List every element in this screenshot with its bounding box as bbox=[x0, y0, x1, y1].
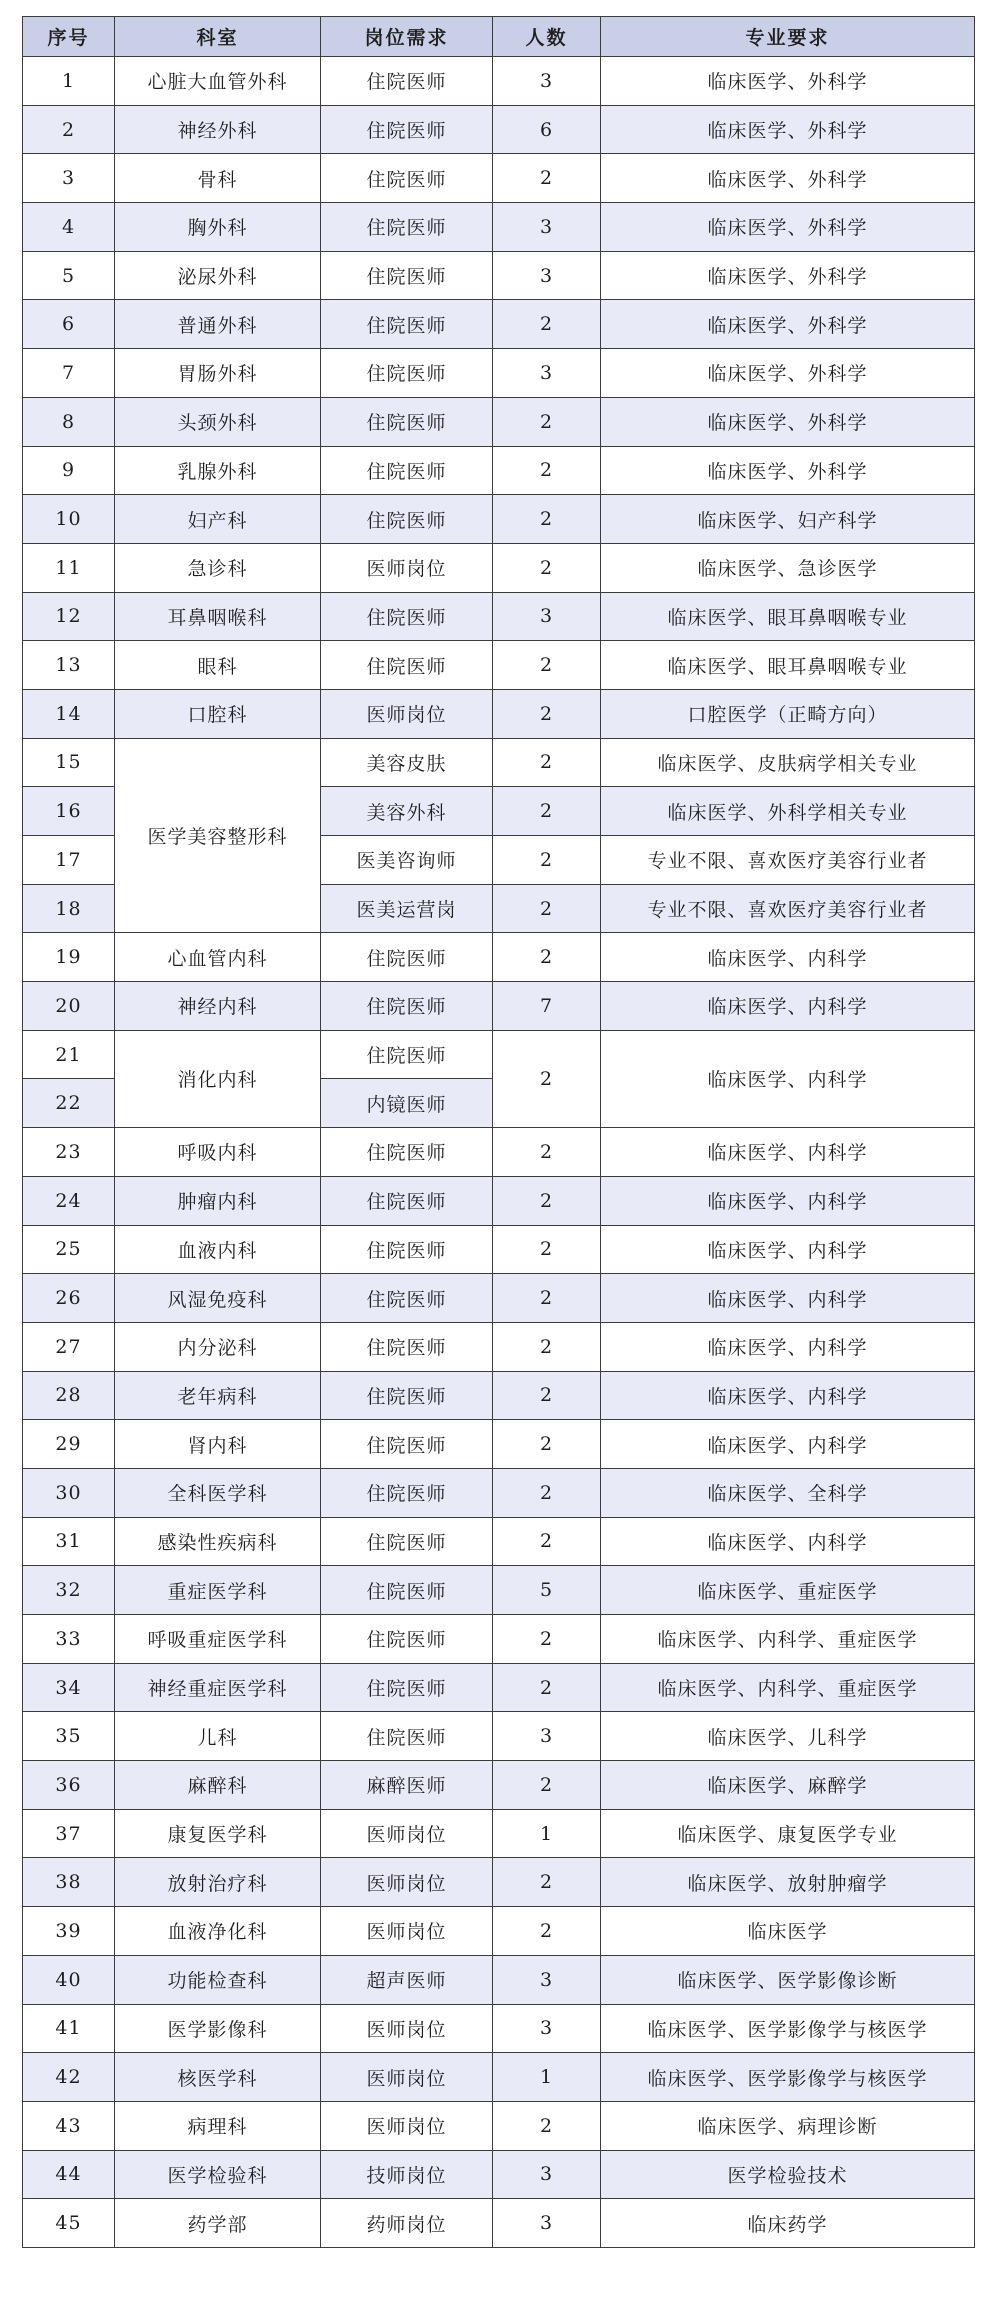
table-row bbox=[23, 154, 975, 203]
cell-no: 16 bbox=[23, 787, 115, 836]
cell-post: 住院医师 bbox=[321, 495, 493, 544]
cell-post: 医师岗位 bbox=[321, 2004, 493, 2053]
table-row bbox=[23, 1809, 975, 1858]
cell-no: 31 bbox=[23, 1517, 115, 1566]
cell-major: 临床医学、儿科学 bbox=[601, 1712, 975, 1761]
cell-post: 住院医师 bbox=[321, 1517, 493, 1566]
table-row bbox=[23, 251, 975, 300]
cell-major: 临床医学、外科学 bbox=[601, 300, 975, 349]
table-row bbox=[23, 1615, 975, 1664]
cell-post: 住院医师 bbox=[321, 1225, 493, 1274]
cell-major: 口腔医学（正畸方向） bbox=[601, 689, 975, 738]
cell-dept: 重症医学科 bbox=[115, 1566, 321, 1615]
cell-count: 2 bbox=[493, 446, 601, 495]
cell-no: 34 bbox=[23, 1663, 115, 1712]
cell-count: 3 bbox=[493, 2199, 601, 2248]
cell-major: 临床医学、内科学 bbox=[601, 1128, 975, 1177]
cell-dept: 泌尿外科 bbox=[115, 251, 321, 300]
cell-no: 39 bbox=[23, 1907, 115, 1956]
cell-dept: 儿科 bbox=[115, 1712, 321, 1761]
cell-post: 内镜医师 bbox=[321, 1079, 493, 1128]
cell-no: 10 bbox=[23, 495, 115, 544]
cell-major: 临床医学、内科学 bbox=[601, 1517, 975, 1566]
cell-no: 38 bbox=[23, 1858, 115, 1907]
cell-post: 住院医师 bbox=[321, 154, 493, 203]
cell-dept: 急诊科 bbox=[115, 543, 321, 592]
cell-count: 2 bbox=[493, 1907, 601, 1956]
cell-major: 临床医学、急诊医学 bbox=[601, 543, 975, 592]
cell-post: 住院医师 bbox=[321, 1566, 493, 1615]
cell-dept: 医学检验科 bbox=[115, 2150, 321, 2199]
cell-major: 临床医学、外科学 bbox=[601, 203, 975, 252]
cell-count: 2 bbox=[493, 154, 601, 203]
cell-no: 12 bbox=[23, 592, 115, 641]
header-major: 专业要求 bbox=[601, 17, 975, 57]
cell-dept: 肿瘤内科 bbox=[115, 1176, 321, 1225]
cell-no: 15 bbox=[23, 738, 115, 787]
cell-no: 32 bbox=[23, 1566, 115, 1615]
table-row bbox=[23, 592, 975, 641]
cell-major: 临床医学、外科学 bbox=[601, 57, 975, 106]
cell-no: 9 bbox=[23, 446, 115, 495]
cell-no: 33 bbox=[23, 1615, 115, 1664]
cell-no: 4 bbox=[23, 203, 115, 252]
cell-no: 13 bbox=[23, 641, 115, 690]
cell-post: 住院医师 bbox=[321, 349, 493, 398]
table-row bbox=[23, 1176, 975, 1225]
table-row bbox=[23, 543, 975, 592]
cell-count: 6 bbox=[493, 105, 601, 154]
cell-dept: 肾内科 bbox=[115, 1420, 321, 1469]
table-row bbox=[23, 1420, 975, 1469]
cell-dept: 骨科 bbox=[115, 154, 321, 203]
cell-post: 住院医师 bbox=[321, 397, 493, 446]
cell-post: 住院医师 bbox=[321, 1468, 493, 1517]
cell-major: 临床医学、皮肤病学相关专业 bbox=[601, 738, 975, 787]
cell-count: 3 bbox=[493, 1955, 601, 2004]
cell-dept: 感染性疾病科 bbox=[115, 1517, 321, 1566]
cell-dept: 神经重症医学科 bbox=[115, 1663, 321, 1712]
table-row bbox=[23, 203, 975, 252]
cell-no: 19 bbox=[23, 933, 115, 982]
header-row bbox=[23, 17, 975, 57]
table-row bbox=[23, 1030, 975, 1079]
cell-dept: 功能检查科 bbox=[115, 1955, 321, 2004]
table-row bbox=[23, 982, 975, 1031]
cell-post: 超声医师 bbox=[321, 1955, 493, 2004]
cell-major: 临床医学、眼耳鼻咽喉专业 bbox=[601, 592, 975, 641]
cell-count: 2 bbox=[493, 641, 601, 690]
table-row bbox=[23, 1663, 975, 1712]
cell-count: 2 bbox=[493, 933, 601, 982]
cell-count: 2 bbox=[493, 1517, 601, 1566]
cell-major: 临床医学、外科学 bbox=[601, 105, 975, 154]
cell-post: 住院医师 bbox=[321, 1274, 493, 1323]
cell-post: 医师岗位 bbox=[321, 1809, 493, 1858]
cell-post: 住院医师 bbox=[321, 1371, 493, 1420]
cell-dept: 头颈外科 bbox=[115, 397, 321, 446]
cell-count: 7 bbox=[493, 982, 601, 1031]
cell-major: 临床医学、医学影像学与核医学 bbox=[601, 2053, 975, 2102]
cell-major: 临床医学、医学影像学与核医学 bbox=[601, 2004, 975, 2053]
cell-dept: 麻醉科 bbox=[115, 1761, 321, 1810]
cell-major: 临床医学、外科学 bbox=[601, 397, 975, 446]
table-row bbox=[23, 2199, 975, 2248]
cell-dept: 胸外科 bbox=[115, 203, 321, 252]
cell-dept: 神经外科 bbox=[115, 105, 321, 154]
table-row bbox=[23, 2101, 975, 2150]
cell-no: 27 bbox=[23, 1322, 115, 1371]
cell-major: 临床医学、内科学 bbox=[601, 1371, 975, 1420]
cell-dept: 血液内科 bbox=[115, 1225, 321, 1274]
cell-count: 2 bbox=[493, 1761, 601, 1810]
table-body bbox=[23, 57, 975, 2248]
cell-dept: 妇产科 bbox=[115, 495, 321, 544]
cell-post: 住院医师 bbox=[321, 1128, 493, 1177]
cell-post: 住院医师 bbox=[321, 105, 493, 154]
cell-count: 3 bbox=[493, 251, 601, 300]
cell-post: 住院医师 bbox=[321, 1663, 493, 1712]
cell-major: 临床医学、外科学 bbox=[601, 251, 975, 300]
table-row bbox=[23, 1858, 975, 1907]
cell-count: 2 bbox=[493, 836, 601, 885]
cell-no: 40 bbox=[23, 1955, 115, 2004]
cell-post: 住院医师 bbox=[321, 982, 493, 1031]
cell-major: 临床医学、内科学 bbox=[601, 1420, 975, 1469]
cell-count: 2 bbox=[493, 2101, 601, 2150]
cell-count: 3 bbox=[493, 349, 601, 398]
header-post: 岗位需求 bbox=[321, 17, 493, 57]
cell-count: 2 bbox=[493, 1322, 601, 1371]
cell-count: 2 bbox=[493, 1176, 601, 1225]
cell-dept: 老年病科 bbox=[115, 1371, 321, 1420]
cell-count: 3 bbox=[493, 203, 601, 252]
cell-major: 临床医学、外科学 bbox=[601, 349, 975, 398]
header-count: 人数 bbox=[493, 17, 601, 57]
cell-count: 2 bbox=[493, 1225, 601, 1274]
cell-major: 临床医学、妇产科学 bbox=[601, 495, 975, 544]
cell-count: 3 bbox=[493, 2004, 601, 2053]
cell-no: 23 bbox=[23, 1128, 115, 1177]
table-row bbox=[23, 1128, 975, 1177]
cell-count: 2 bbox=[493, 543, 601, 592]
cell-major: 临床医学、外科学相关专业 bbox=[601, 787, 975, 836]
cell-count: 2 bbox=[493, 689, 601, 738]
cell-major: 专业不限、喜欢医疗美容行业者 bbox=[601, 836, 975, 885]
cell-dept: 神经内科 bbox=[115, 982, 321, 1031]
cell-count: 3 bbox=[493, 1712, 601, 1761]
cell-dept: 血液净化科 bbox=[115, 1907, 321, 1956]
table-row bbox=[23, 933, 975, 982]
table-row bbox=[23, 2004, 975, 2053]
cell-major: 医学检验技术 bbox=[601, 2150, 975, 2199]
recruitment-table bbox=[22, 16, 975, 2248]
cell-dept: 药学部 bbox=[115, 2199, 321, 2248]
cell-post: 住院医师 bbox=[321, 1420, 493, 1469]
cell-major: 临床医学、眼耳鼻咽喉专业 bbox=[601, 641, 975, 690]
cell-post: 医师岗位 bbox=[321, 2101, 493, 2150]
cell-no: 24 bbox=[23, 1176, 115, 1225]
table-row bbox=[23, 1955, 975, 2004]
cell-post: 医师岗位 bbox=[321, 2053, 493, 2102]
cell-major: 临床医学、内科学 bbox=[601, 1176, 975, 1225]
cell-dept: 呼吸重症医学科 bbox=[115, 1615, 321, 1664]
cell-major: 临床医学、内科学、重症医学 bbox=[601, 1615, 975, 1664]
cell-post: 住院医师 bbox=[321, 300, 493, 349]
cell-no: 22 bbox=[23, 1079, 115, 1128]
cell-post: 住院医师 bbox=[321, 1615, 493, 1664]
cell-no: 11 bbox=[23, 543, 115, 592]
cell-dept: 消化内科 bbox=[115, 1030, 321, 1127]
cell-count: 1 bbox=[493, 2053, 601, 2102]
cell-major: 临床医学、麻醉学 bbox=[601, 1761, 975, 1810]
cell-post: 医师岗位 bbox=[321, 689, 493, 738]
cell-post: 住院医师 bbox=[321, 1030, 493, 1079]
cell-count: 2 bbox=[493, 1371, 601, 1420]
table-row bbox=[23, 1517, 975, 1566]
cell-dept: 核医学科 bbox=[115, 2053, 321, 2102]
cell-no: 14 bbox=[23, 689, 115, 738]
cell-count: 2 bbox=[493, 787, 601, 836]
table-row bbox=[23, 1371, 975, 1420]
cell-count: 2 bbox=[493, 1274, 601, 1323]
table-row bbox=[23, 397, 975, 446]
cell-no: 42 bbox=[23, 2053, 115, 2102]
cell-dept: 病理科 bbox=[115, 2101, 321, 2150]
cell-no: 43 bbox=[23, 2101, 115, 2150]
cell-major: 临床医学、病理诊断 bbox=[601, 2101, 975, 2150]
cell-no: 29 bbox=[23, 1420, 115, 1469]
cell-no: 5 bbox=[23, 251, 115, 300]
cell-dept: 心血管内科 bbox=[115, 933, 321, 982]
table-row bbox=[23, 641, 975, 690]
cell-count: 2 bbox=[493, 1858, 601, 1907]
cell-dept: 内分泌科 bbox=[115, 1322, 321, 1371]
cell-count: 2 bbox=[493, 1615, 601, 1664]
cell-post: 住院医师 bbox=[321, 57, 493, 106]
table-row bbox=[23, 2053, 975, 2102]
table-row bbox=[23, 1761, 975, 1810]
cell-dept: 医学美容整形科 bbox=[115, 738, 321, 933]
cell-no: 6 bbox=[23, 300, 115, 349]
cell-post: 住院医师 bbox=[321, 1322, 493, 1371]
cell-count: 2 bbox=[493, 1420, 601, 1469]
cell-no: 35 bbox=[23, 1712, 115, 1761]
cell-post: 技师岗位 bbox=[321, 2150, 493, 2199]
cell-post: 医美咨询师 bbox=[321, 836, 493, 885]
cell-major: 临床医学 bbox=[601, 1907, 975, 1956]
cell-post: 美容外科 bbox=[321, 787, 493, 836]
cell-dept: 口腔科 bbox=[115, 689, 321, 738]
cell-major: 临床医学、内科学 bbox=[601, 1322, 975, 1371]
cell-count: 2 bbox=[493, 738, 601, 787]
cell-dept: 普通外科 bbox=[115, 300, 321, 349]
cell-dept: 耳鼻咽喉科 bbox=[115, 592, 321, 641]
cell-count: 1 bbox=[493, 1809, 601, 1858]
cell-major: 临床医学、外科学 bbox=[601, 154, 975, 203]
recruitment-table-container bbox=[22, 16, 975, 2248]
cell-post: 住院医师 bbox=[321, 446, 493, 495]
cell-no: 41 bbox=[23, 2004, 115, 2053]
cell-dept: 心脏大血管外科 bbox=[115, 57, 321, 106]
cell-post: 药师岗位 bbox=[321, 2199, 493, 2248]
cell-major: 临床医学、内科学 bbox=[601, 1030, 975, 1127]
cell-major: 临床医学、内科学 bbox=[601, 1225, 975, 1274]
cell-dept: 放射治疗科 bbox=[115, 1858, 321, 1907]
cell-major: 临床医学、内科学、重症医学 bbox=[601, 1663, 975, 1712]
cell-major: 临床医学、内科学 bbox=[601, 933, 975, 982]
table-row bbox=[23, 105, 975, 154]
cell-post: 美容皮肤 bbox=[321, 738, 493, 787]
table-row bbox=[23, 1566, 975, 1615]
cell-major: 临床医学、全科学 bbox=[601, 1468, 975, 1517]
cell-count: 2 bbox=[493, 1128, 601, 1177]
cell-no: 17 bbox=[23, 836, 115, 885]
table-row bbox=[23, 689, 975, 738]
cell-count: 2 bbox=[493, 884, 601, 933]
cell-count: 5 bbox=[493, 1566, 601, 1615]
cell-no: 30 bbox=[23, 1468, 115, 1517]
cell-post: 住院医师 bbox=[321, 251, 493, 300]
cell-dept: 眼科 bbox=[115, 641, 321, 690]
cell-major: 专业不限、喜欢医疗美容行业者 bbox=[601, 884, 975, 933]
cell-major: 临床医学、放射肿瘤学 bbox=[601, 1858, 975, 1907]
cell-major: 临床医学、重症医学 bbox=[601, 1566, 975, 1615]
cell-no: 25 bbox=[23, 1225, 115, 1274]
cell-post: 医师岗位 bbox=[321, 1858, 493, 1907]
cell-no: 8 bbox=[23, 397, 115, 446]
table-row bbox=[23, 738, 975, 787]
cell-major: 临床医学、医学影像诊断 bbox=[601, 1955, 975, 2004]
cell-no: 7 bbox=[23, 349, 115, 398]
cell-no: 45 bbox=[23, 2199, 115, 2248]
cell-no: 18 bbox=[23, 884, 115, 933]
cell-no: 21 bbox=[23, 1030, 115, 1079]
table-row bbox=[23, 300, 975, 349]
table-row bbox=[23, 1712, 975, 1761]
cell-count: 2 bbox=[493, 397, 601, 446]
table-row bbox=[23, 1907, 975, 1956]
cell-major: 临床医学、康复医学专业 bbox=[601, 1809, 975, 1858]
cell-dept: 呼吸内科 bbox=[115, 1128, 321, 1177]
cell-post: 麻醉医师 bbox=[321, 1761, 493, 1810]
cell-count: 2 bbox=[493, 495, 601, 544]
cell-no: 3 bbox=[23, 154, 115, 203]
cell-dept: 风湿免疫科 bbox=[115, 1274, 321, 1323]
cell-dept: 乳腺外科 bbox=[115, 446, 321, 495]
cell-major: 临床医学、内科学 bbox=[601, 982, 975, 1031]
cell-no: 44 bbox=[23, 2150, 115, 2199]
header-no: 序号 bbox=[23, 17, 115, 57]
cell-no: 1 bbox=[23, 57, 115, 106]
cell-post: 医美运营岗 bbox=[321, 884, 493, 933]
cell-dept: 康复医学科 bbox=[115, 1809, 321, 1858]
cell-no: 20 bbox=[23, 982, 115, 1031]
cell-major: 临床医学、内科学 bbox=[601, 1274, 975, 1323]
cell-count: 3 bbox=[493, 57, 601, 106]
table-row bbox=[23, 349, 975, 398]
cell-post: 医师岗位 bbox=[321, 543, 493, 592]
cell-count: 2 bbox=[493, 1468, 601, 1517]
cell-count: 2 bbox=[493, 1030, 601, 1127]
cell-no: 28 bbox=[23, 1371, 115, 1420]
table-row bbox=[23, 2150, 975, 2199]
cell-dept: 医学影像科 bbox=[115, 2004, 321, 2053]
table-row bbox=[23, 495, 975, 544]
cell-post: 医师岗位 bbox=[321, 1907, 493, 1956]
cell-post: 住院医师 bbox=[321, 203, 493, 252]
table-row bbox=[23, 57, 975, 106]
cell-post: 住院医师 bbox=[321, 641, 493, 690]
cell-dept: 全科医学科 bbox=[115, 1468, 321, 1517]
cell-dept: 胃肠外科 bbox=[115, 349, 321, 398]
cell-major: 临床医学、外科学 bbox=[601, 446, 975, 495]
cell-post: 住院医师 bbox=[321, 592, 493, 641]
table-row bbox=[23, 1274, 975, 1323]
table-row bbox=[23, 446, 975, 495]
cell-no: 26 bbox=[23, 1274, 115, 1323]
cell-no: 37 bbox=[23, 1809, 115, 1858]
cell-count: 2 bbox=[493, 1663, 601, 1712]
cell-no: 2 bbox=[23, 105, 115, 154]
cell-major: 临床药学 bbox=[601, 2199, 975, 2248]
cell-count: 2 bbox=[493, 300, 601, 349]
cell-post: 住院医师 bbox=[321, 933, 493, 982]
header-dept: 科室 bbox=[115, 17, 321, 57]
cell-post: 住院医师 bbox=[321, 1712, 493, 1761]
cell-post: 住院医师 bbox=[321, 1176, 493, 1225]
table-row bbox=[23, 1322, 975, 1371]
cell-count: 3 bbox=[493, 592, 601, 641]
table-row bbox=[23, 1225, 975, 1274]
table-row bbox=[23, 1468, 975, 1517]
cell-count: 3 bbox=[493, 2150, 601, 2199]
cell-no: 36 bbox=[23, 1761, 115, 1810]
